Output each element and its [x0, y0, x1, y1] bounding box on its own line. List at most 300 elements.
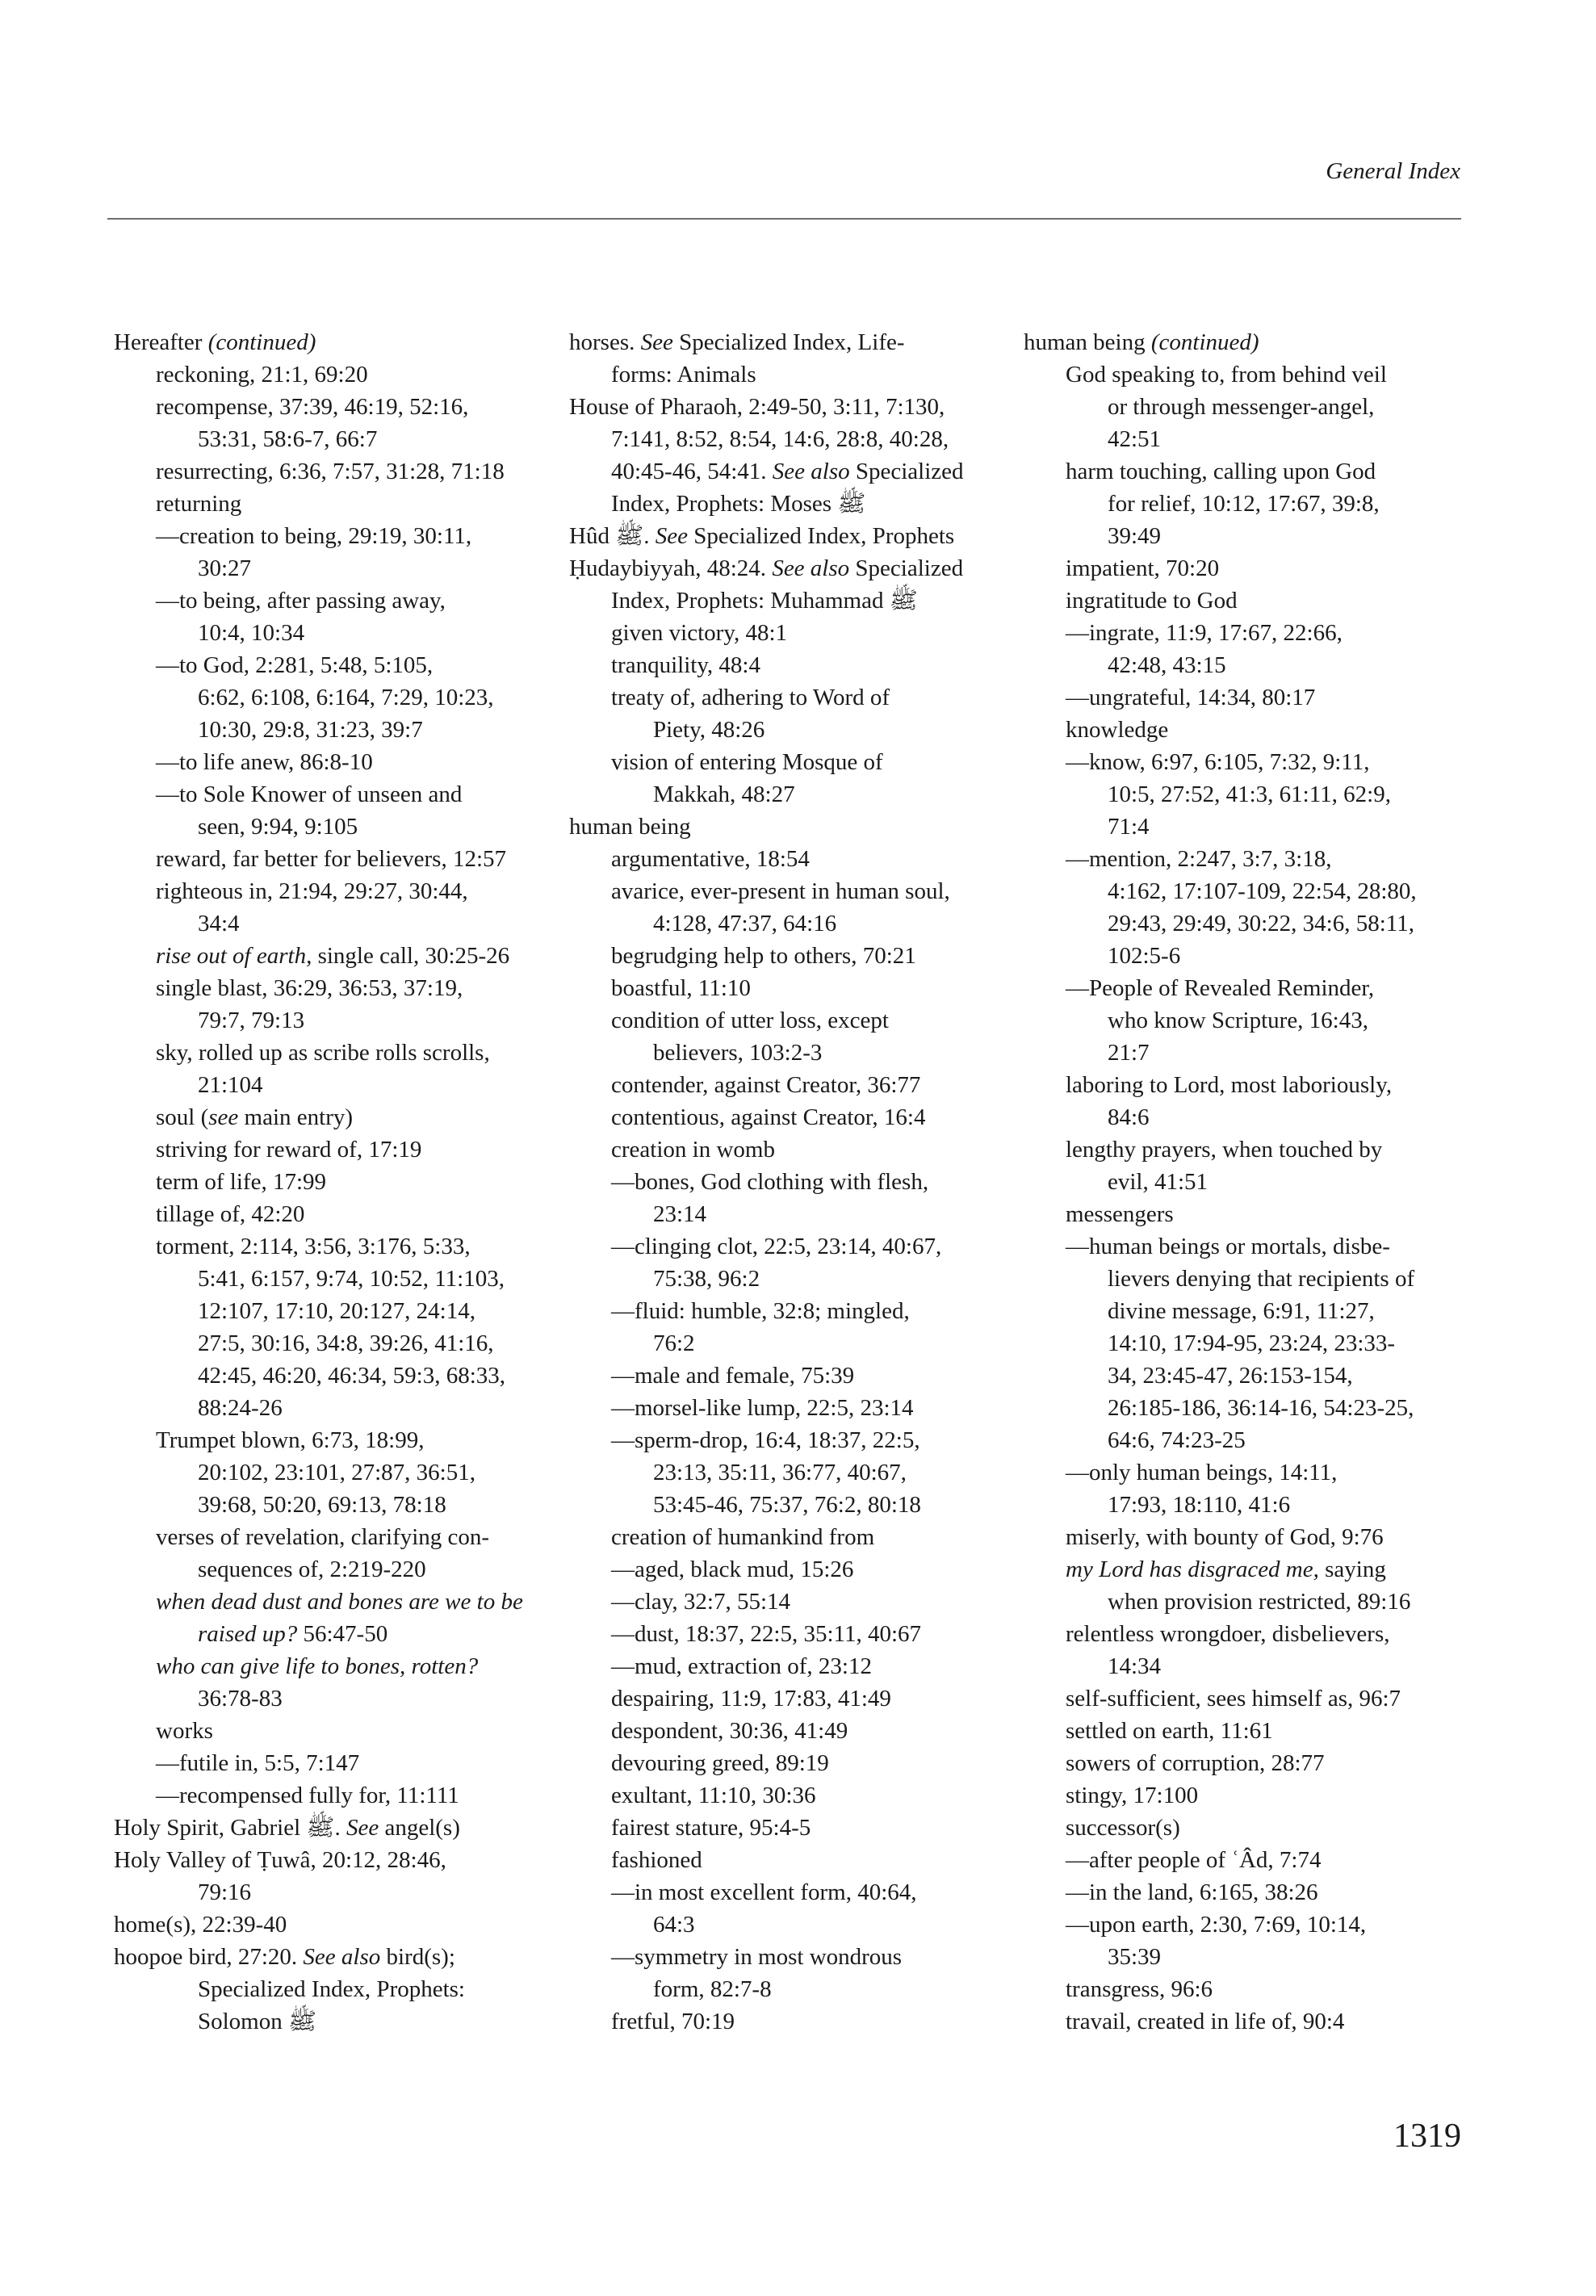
index-text: 4:128, 47:37, 64:16: [653, 911, 837, 936]
index-line: [114, 1489, 566, 1521]
index-line: [569, 1908, 1021, 1941]
index-line: [569, 1941, 1021, 1973]
index-line: [114, 1876, 566, 1908]
index-text: 23:13, 35:11, 36:77, 40:67,: [653, 1460, 907, 1485]
index-text: 53:31, 58:6-7, 66:7: [198, 426, 378, 452]
index-text: 34:4: [198, 911, 240, 936]
index-text: —clay, 32:7, 55:14: [611, 1589, 791, 1615]
index-text: —to being, after passing away,: [156, 588, 446, 614]
index-text: —dust, 18:37, 22:5, 35:11, 40:67: [611, 1621, 921, 1647]
index-line: [114, 1295, 566, 1327]
index-text: —fluid: humble, 32:8; mingled,: [611, 1298, 910, 1324]
index-text: laboring to Lord, most laboriously,: [1066, 1072, 1393, 1098]
index-text: 12:107, 17:10, 20:127, 24:14,: [198, 1298, 475, 1324]
index-text: relentless wrongdoer, disbelievers,: [1066, 1621, 1390, 1647]
index-text: lengthy prayers, when touched by: [1066, 1137, 1383, 1163]
index-line: [1024, 1004, 1476, 1037]
index-line: [1024, 875, 1476, 907]
index-line: [114, 358, 566, 391]
index-text: —clinging clot, 22:5, 23:14, 40:67,: [611, 1234, 942, 1259]
index-italic-text: See: [640, 329, 673, 355]
index-line: [569, 1424, 1021, 1456]
index-text: exultant, 11:10, 30:36: [611, 1783, 816, 1808]
index-line: [1024, 1327, 1476, 1360]
index-text: —futile in, 5:5, 7:147: [156, 1750, 360, 1776]
index-text: 29:43, 29:49, 30:22, 34:6, 58:11,: [1108, 911, 1414, 936]
index-text: devouring greed, 89:19: [611, 1750, 829, 1776]
index-line: [569, 358, 1021, 391]
index-text: 42:48, 43:15: [1108, 652, 1226, 678]
index-text: human being: [1024, 329, 1151, 355]
index-line: [114, 1586, 566, 1618]
index-line: [569, 552, 1021, 584]
index-text: reward, far better for believers, 12:57: [156, 846, 506, 872]
index-line: [114, 391, 566, 423]
index-line: [114, 617, 566, 649]
index-italic-text: See also: [772, 555, 850, 581]
index-text: lievers denying that recipients of: [1108, 1266, 1415, 1292]
index-text: fashioned: [611, 1847, 702, 1873]
index-text: —morsel-like lump, 22:5, 23:14: [611, 1395, 914, 1421]
index-line: [569, 1489, 1021, 1521]
index-line: [114, 1456, 566, 1489]
index-line: [569, 1553, 1021, 1586]
index-text: 23:14: [653, 1201, 707, 1227]
index-line: [569, 778, 1021, 811]
index-text: travail, created in life of, 90:4: [1066, 2009, 1345, 2034]
index-line: [114, 972, 566, 1004]
index-line: [569, 1037, 1021, 1069]
index-line: [114, 1101, 566, 1133]
index-line: [114, 1327, 566, 1360]
index-line: [114, 1004, 566, 1037]
index-line: [1024, 1101, 1476, 1133]
index-text: —to God, 2:281, 5:48, 5:105,: [156, 652, 434, 678]
index-line: [569, 1263, 1021, 1295]
index-line: [1024, 811, 1476, 843]
index-text: fretful, 70:19: [611, 2009, 735, 2034]
page-number: 1319: [1393, 2118, 1461, 2155]
index-column-2: [569, 326, 1021, 2038]
index-line: [114, 1908, 566, 1941]
index-line: [569, 1295, 1021, 1327]
index-italic-text: (continued): [207, 329, 316, 355]
index-line: [569, 907, 1021, 940]
index-text: returning: [156, 491, 242, 517]
index-text: Trumpet blown, 6:73, 18:99,: [156, 1427, 425, 1453]
index-line: [114, 455, 566, 488]
index-text: 88:24-26: [198, 1395, 283, 1421]
index-line: [114, 1198, 566, 1230]
index-text: for relief, 10:12, 17:67, 39:8,: [1108, 491, 1380, 517]
index-line: [1024, 1230, 1476, 1263]
index-line: [1024, 1489, 1476, 1521]
index-line: [569, 1586, 1021, 1618]
index-text: given victory, 48:1: [611, 620, 787, 646]
index-text: miserly, with bounty of God, 9:76: [1066, 1524, 1384, 1550]
index-text: single blast, 36:29, 36:53, 37:19,: [156, 975, 463, 1001]
index-line: [1024, 1844, 1476, 1876]
index-line: [114, 423, 566, 455]
index-text: 64:6, 74:23-25: [1108, 1427, 1246, 1453]
index-line: [114, 746, 566, 778]
index-text: —male and female, 75:39: [611, 1363, 855, 1389]
index-text: —to Sole Knower of unseen and: [156, 781, 463, 807]
index-line: [1024, 649, 1476, 681]
index-text: successor(s): [1066, 1815, 1180, 1841]
index-text: impatient, 70:20: [1066, 555, 1220, 581]
index-italic-text: See: [655, 523, 688, 549]
index-line: [1024, 358, 1476, 391]
index-line: [1024, 1876, 1476, 1908]
index-text: 14:10, 17:94-95, 23:24, 23:33-: [1108, 1330, 1396, 1356]
index-text: 21:7: [1108, 1040, 1150, 1066]
index-text: 20:102, 23:101, 27:87, 36:51,: [198, 1460, 475, 1485]
index-line: [114, 940, 566, 972]
index-text: 84:6: [1108, 1104, 1150, 1130]
index-text: Holy Spirit, Gabriel ﷺ.: [114, 1815, 346, 1841]
index-line: [1024, 1133, 1476, 1166]
index-text: Specialized: [849, 459, 964, 484]
index-line: [1024, 1908, 1476, 1941]
index-line: [114, 649, 566, 681]
index-text: 71:4: [1108, 814, 1150, 840]
index-text: —recompensed fully for, 11:111: [156, 1783, 459, 1808]
index-text: sequences of, 2:219-220: [198, 1557, 426, 1582]
index-line: [569, 1618, 1021, 1650]
index-text: tranquility, 48:4: [611, 652, 760, 678]
index-line: [569, 1327, 1021, 1360]
index-line: [114, 552, 566, 584]
index-text: 102:5-6: [1108, 943, 1181, 969]
index-text: fairest stature, 95:4-5: [611, 1815, 811, 1841]
index-text: —after people of ʿÂd, 7:74: [1066, 1847, 1322, 1873]
index-text: —in most excellent form, 40:64,: [611, 1879, 917, 1905]
index-text: argumentative, 18:54: [611, 846, 810, 872]
index-line: [1024, 423, 1476, 455]
index-line: [114, 1779, 566, 1812]
index-line: [569, 681, 1021, 714]
index-text: verses of revelation, clarifying con-: [156, 1524, 490, 1550]
index-text: home(s), 22:39-40: [114, 1912, 287, 1938]
index-text: —mud, extraction of, 23:12: [611, 1653, 872, 1679]
index-text: horses.: [569, 329, 641, 355]
index-line: [114, 907, 566, 940]
index-text: hoopoe bird, 27:20.: [114, 1944, 304, 1970]
index-line: [1024, 1553, 1476, 1586]
index-text: 76:2: [653, 1330, 695, 1356]
index-text: 26:185-186, 36:14-16, 54:23-25,: [1108, 1395, 1414, 1421]
index-line: [569, 1876, 1021, 1908]
index-text: creation in womb: [611, 1137, 775, 1163]
index-text: Specialized Index, Prophets: [688, 523, 955, 549]
index-line: [114, 1360, 566, 1392]
index-text: condition of utter loss, except: [611, 1008, 889, 1033]
index-line: [1024, 681, 1476, 714]
index-italic-text: who can give life to bones, rotten?: [156, 1653, 479, 1679]
index-text: messengers: [1066, 1201, 1174, 1227]
index-text: evil, 41:51: [1108, 1169, 1209, 1195]
index-text: contentious, against Creator, 16:4: [611, 1104, 926, 1130]
index-text: —creation to being, 29:19, 30:11,: [156, 523, 472, 549]
index-text: 42:45, 46:20, 46:34, 59:3, 68:33,: [198, 1363, 506, 1389]
index-text: 17:93, 18:110, 41:6: [1108, 1492, 1291, 1518]
index-text: 6:62, 6:108, 6:164, 7:29, 10:23,: [198, 685, 494, 710]
index-line: [114, 1973, 566, 2005]
index-text: creation of humankind from: [611, 1524, 875, 1550]
index-text: divine message, 6:91, 11:27,: [1108, 1298, 1375, 1324]
index-text: 14:34: [1108, 1653, 1162, 1679]
index-text: —ungrateful, 14:34, 80:17: [1066, 685, 1316, 710]
index-text: —only human beings, 14:11,: [1066, 1460, 1338, 1485]
index-text: 64:3: [653, 1912, 695, 1938]
index-text: self-sufficient, sees himself as, 96:7: [1066, 1686, 1401, 1712]
index-line: [114, 1812, 566, 1844]
index-text: Hereafter: [114, 329, 208, 355]
index-text: torment, 2:114, 3:56, 3:176, 5:33,: [156, 1234, 471, 1259]
index-text: reckoning, 21:1, 69:20: [156, 362, 368, 388]
index-italic-text: rise out of earth,: [156, 943, 312, 969]
index-line: [1024, 1424, 1476, 1456]
index-text: —human beings or mortals, disbe-: [1066, 1234, 1390, 1259]
index-line: [1024, 1973, 1476, 2005]
index-line: [569, 1521, 1021, 1553]
index-text: bird(s);: [380, 1944, 455, 1970]
index-text: 39:49: [1108, 523, 1162, 549]
index-line: [114, 875, 566, 907]
index-line: [1024, 326, 1476, 358]
index-text: 7:141, 8:52, 8:54, 14:6, 28:8, 40:28,: [611, 426, 949, 452]
index-text: 56:47-50: [297, 1621, 388, 1647]
index-line: [1024, 1650, 1476, 1682]
index-line: [1024, 1941, 1476, 1973]
index-text: 39:68, 50:20, 69:13, 78:18: [198, 1492, 446, 1518]
index-line: [569, 1133, 1021, 1166]
index-line: [114, 520, 566, 552]
index-text: when provision restricted, 89:16: [1108, 1589, 1411, 1615]
index-text: main entry): [238, 1104, 354, 1130]
index-text: —ingrate, 11:9, 17:67, 22:66,: [1066, 620, 1343, 646]
index-line: [114, 1166, 566, 1198]
index-line: [569, 811, 1021, 843]
index-text: 10:30, 29:8, 31:23, 39:7: [198, 717, 423, 743]
index-text: —in the land, 6:165, 38:26: [1066, 1879, 1318, 1905]
index-line: [569, 746, 1021, 778]
index-text: Specialized: [849, 555, 964, 581]
index-text: sky, rolled up as scribe rolls scrolls,: [156, 1040, 490, 1066]
index-text: —upon earth, 2:30, 7:69, 10:14,: [1066, 1912, 1367, 1938]
index-text: 40:45-46, 54:41.: [611, 459, 773, 484]
index-line: [1024, 940, 1476, 972]
index-italic-text: when dead dust and bones are we to be: [156, 1589, 523, 1615]
index-text: —mention, 2:247, 3:7, 3:18,: [1066, 846, 1332, 872]
index-line: [569, 972, 1021, 1004]
index-text: 21:104: [198, 1072, 263, 1098]
index-text: God speaking to, from behind veil: [1066, 362, 1387, 388]
index-line: [114, 1715, 566, 1747]
index-text: Makkah, 48:27: [653, 781, 795, 807]
index-line: [1024, 1198, 1476, 1230]
index-text: saying: [1318, 1557, 1386, 1582]
index-line: [569, 1392, 1021, 1424]
index-text: Hûd ﷺ.: [569, 523, 656, 549]
index-line: [1024, 1747, 1476, 1779]
index-line: [1024, 1812, 1476, 1844]
index-line: [114, 1230, 566, 1263]
index-text: Solomon ﷺ: [198, 2009, 317, 2034]
index-line: [1024, 2005, 1476, 2038]
index-line: [1024, 1037, 1476, 1069]
index-text: Ḥudaybiyyah, 48:24.: [569, 555, 773, 581]
index-line: [114, 1941, 566, 1973]
index-line: [114, 843, 566, 875]
index-line: [114, 811, 566, 843]
index-text: —aged, black mud, 15:26: [611, 1557, 854, 1582]
index-text: harm touching, calling upon God: [1066, 459, 1376, 484]
index-text: begrudging help to others, 70:21: [611, 943, 916, 969]
index-text: striving for reward of, 17:19: [156, 1137, 422, 1163]
index-line: [1024, 1521, 1476, 1553]
index-line: [114, 584, 566, 617]
index-text: forms: Animals: [611, 362, 756, 388]
index-line: [114, 1682, 566, 1715]
index-italic-text: See also: [303, 1944, 381, 1970]
index-line: [114, 1133, 566, 1166]
index-line: [114, 1263, 566, 1295]
index-line: [114, 1392, 566, 1424]
index-text: form, 82:7-8: [653, 1976, 772, 2002]
index-line: [569, 714, 1021, 746]
index-text: settled on earth, 11:61: [1066, 1718, 1273, 1744]
index-column-1: [114, 326, 566, 2038]
index-line: [569, 520, 1021, 552]
index-text: 35:39: [1108, 1944, 1162, 1970]
index-line: [1024, 1456, 1476, 1489]
index-text: —sperm-drop, 16:4, 18:37, 22:5,: [611, 1427, 920, 1453]
index-line: [1024, 1069, 1476, 1101]
index-italic-text: See also: [772, 459, 850, 484]
index-text: 27:5, 30:16, 34:8, 39:26, 41:16,: [198, 1330, 494, 1356]
index-line: [114, 488, 566, 520]
index-line: [569, 391, 1021, 423]
index-line: [1024, 520, 1476, 552]
index-text: tillage of, 42:20: [156, 1201, 305, 1227]
index-line: [569, 1166, 1021, 1198]
index-line: [569, 875, 1021, 907]
index-line: [114, 1069, 566, 1101]
index-text: 4:162, 17:107-109, 22:54, 28:80,: [1108, 878, 1417, 904]
index-line: [114, 778, 566, 811]
index-line: [114, 681, 566, 714]
index-text: righteous in, 21:94, 29:27, 30:44,: [156, 878, 468, 904]
index-text: 10:5, 27:52, 41:3, 61:11, 62:9,: [1108, 781, 1391, 807]
index-line: [1024, 391, 1476, 423]
index-line: [1024, 907, 1476, 940]
index-line: [569, 1004, 1021, 1037]
index-line: [569, 1230, 1021, 1263]
index-text: Index, Prophets: Muhammad ﷺ: [611, 588, 918, 614]
index-text: 5:41, 6:157, 9:74, 10:52, 11:103,: [198, 1266, 505, 1292]
index-text: —bones, God clothing with flesh,: [611, 1169, 929, 1195]
index-text: human being: [569, 814, 691, 840]
index-line: [114, 1424, 566, 1456]
index-line: [114, 1618, 566, 1650]
index-text: —People of Revealed Reminder,: [1066, 975, 1375, 1001]
index-line: [1024, 584, 1476, 617]
index-line: [1024, 1618, 1476, 1650]
index-line: [114, 1650, 566, 1682]
index-text: contender, against Creator, 36:77: [611, 1072, 921, 1098]
index-text: 79:7, 79:13: [198, 1008, 305, 1033]
index-text: stingy, 17:100: [1066, 1783, 1199, 1808]
index-line: [1024, 1295, 1476, 1327]
index-text: 34, 23:45-47, 26:153-154,: [1108, 1363, 1353, 1389]
index-line: [1024, 455, 1476, 488]
index-line: [569, 1198, 1021, 1230]
index-text: 10:4, 10:34: [198, 620, 305, 646]
index-text: Holy Valley of Ṭuwâ, 20:12, 28:46,: [114, 1847, 446, 1873]
index-line: [1024, 1682, 1476, 1715]
index-line: [114, 2005, 566, 2038]
index-text: ingratitude to God: [1066, 588, 1238, 614]
index-text: resurrecting, 6:36, 7:57, 31:28, 71:18: [156, 459, 505, 484]
index-line: [569, 1779, 1021, 1812]
index-line: [114, 1553, 566, 1586]
index-text: avarice, ever-present in human soul,: [611, 878, 950, 904]
index-line: [569, 488, 1021, 520]
index-line: [1024, 552, 1476, 584]
index-column-3: [1024, 326, 1476, 2038]
index-line: [569, 1650, 1021, 1682]
index-text: —symmetry in most wondrous: [611, 1944, 903, 1970]
index-line: [569, 1747, 1021, 1779]
index-text: House of Pharaoh, 2:49-50, 3:11, 7:130,: [569, 394, 945, 420]
index-text: term of life, 17:99: [156, 1169, 327, 1195]
index-text: believers, 103:2-3: [653, 1040, 823, 1066]
index-line: [569, 1101, 1021, 1133]
index-line: [569, 1715, 1021, 1747]
index-text: recompense, 37:39, 46:19, 52:16,: [156, 394, 469, 420]
index-line: [1024, 778, 1476, 811]
index-text: 30:27: [198, 555, 252, 581]
index-text: treaty of, adhering to Word of: [611, 685, 890, 710]
index-line: [569, 1360, 1021, 1392]
index-text: 75:38, 96:2: [653, 1266, 760, 1292]
index-text: Index, Prophets: Moses ﷺ: [611, 491, 866, 517]
index-italic-text: my Lord has disgraced me,: [1066, 1557, 1319, 1582]
index-text: despairing, 11:9, 17:83, 41:49: [611, 1686, 891, 1712]
index-line: [1024, 1779, 1476, 1812]
index-line: [1024, 488, 1476, 520]
index-line: [569, 1456, 1021, 1489]
index-text: 42:51: [1108, 426, 1162, 452]
index-line: [569, 1844, 1021, 1876]
index-line: [114, 1521, 566, 1553]
index-line: [1024, 746, 1476, 778]
index-line: [569, 2005, 1021, 2038]
index-line: [569, 423, 1021, 455]
index-text: single call, 30:25-26: [312, 943, 510, 969]
index-text: vision of entering Mosque of: [611, 749, 883, 775]
index-line: [569, 649, 1021, 681]
index-line: [114, 714, 566, 746]
index-text: Specialized Index, Life-: [672, 329, 905, 355]
index-line: [569, 1682, 1021, 1715]
index-line: [569, 455, 1021, 488]
index-text: Piety, 48:26: [653, 717, 765, 743]
index-text: 53:45-46, 75:37, 76:2, 80:18: [653, 1492, 921, 1518]
index-text: Specialized Index, Prophets:: [198, 1976, 465, 2002]
